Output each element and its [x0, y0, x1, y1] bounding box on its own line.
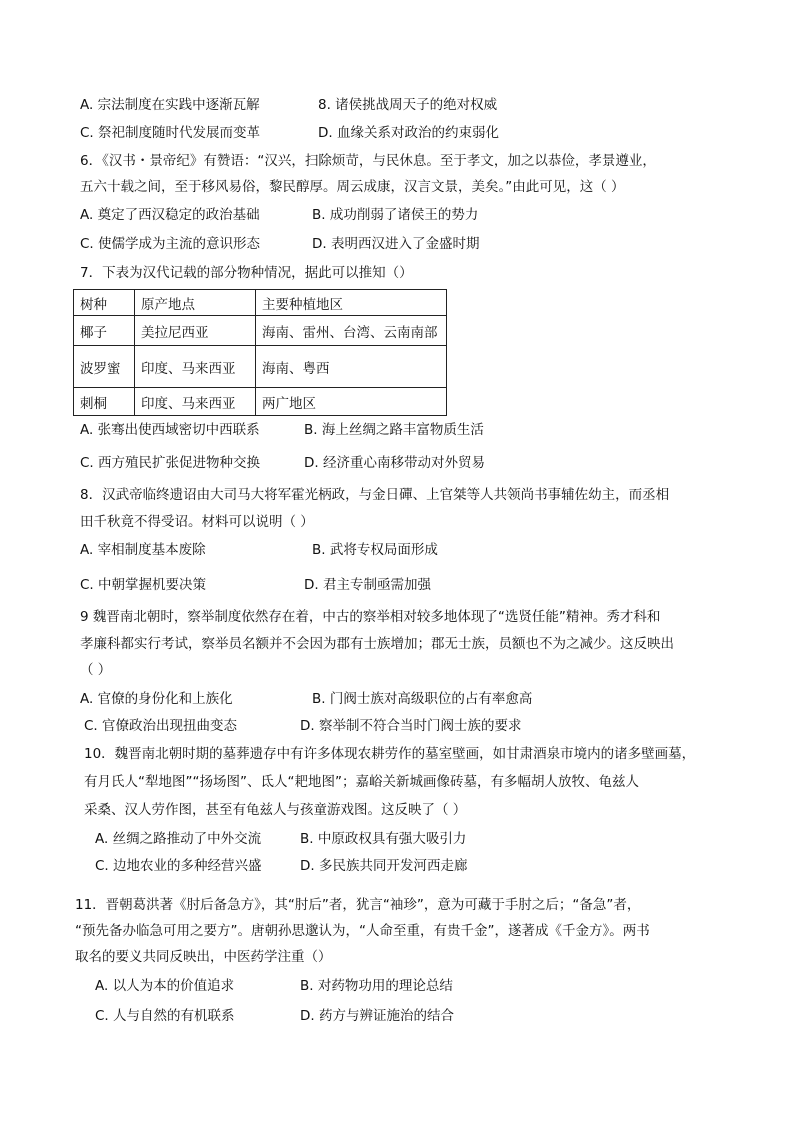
- option-b[interactable]: 8. 诸侯挑战周天子的绝对权威: [318, 97, 498, 113]
- table-cell: 波罗蜜: [74, 346, 135, 388]
- q8-option-c[interactable]: C. 中朝掌握机要决策: [80, 577, 207, 593]
- q11-option-b[interactable]: B. 对药物功用的理论总结: [300, 978, 453, 994]
- table-header: 主要种植地区: [256, 290, 447, 316]
- q9-option-c[interactable]: C. 官僚政治出现扭曲变态: [84, 718, 238, 734]
- q9-option-d[interactable]: D. 察举制不符合当时门阀士族的要求: [300, 718, 522, 734]
- table-header: 树种: [74, 290, 135, 316]
- q11-option-c[interactable]: C. 人与自然的有机联系: [95, 1008, 235, 1024]
- q6-option-c[interactable]: C. 使儒学成为主流的意识形态: [80, 236, 261, 252]
- q7-option-a[interactable]: A. 张骞出使西域密切中西联系: [80, 422, 260, 438]
- question-9-stem: （ ）: [80, 662, 112, 678]
- question-10-stem: 采桑、汉人劳作图，甚至有龟兹人与孩童游戏图。这反映了（ ）: [84, 802, 467, 818]
- question-6-stem: 五六十载之间，至于移风易俗，黎民醇厚。周云成康，汉言文景，美矣。”由此可见，这（ ）: [80, 179, 625, 195]
- question-9-stem: 9 魏晋南北朝时，察举制度依然存在着，中古的察举相对较多地体现了“选贤任能”精神。秀才科和: [80, 609, 661, 625]
- table-cell: 两广地区: [256, 388, 447, 416]
- table-cell: 印度、马来西亚: [135, 346, 256, 388]
- q7-option-c[interactable]: C. 西方殖民扩张促进物种交换: [80, 455, 261, 471]
- table-row: [74, 316, 447, 346]
- question-8-stem: 8．汉武帝临终遗诏由大司马大将军霍光柄政，与金日磾、上官桀等人共领尚书事辅佐幼主，而丞相: [80, 487, 670, 503]
- q9-option-b[interactable]: B. 门阀士族对高级职位的占有率愈高: [312, 691, 533, 707]
- table-row: [74, 346, 447, 388]
- question-11-stem: “预先备办临急可用之要方”。唐朝孙思邈认为，“人命至重，有贵千金”，遂著成《千金方》。两书: [75, 923, 650, 939]
- question-10-stem: 有月氏人“犁地图”“扬场图”、氐人“耙地图”；嘉峪关新城画像砖墓，有多幅胡人放牧、龟兹人: [84, 774, 639, 790]
- table-header-row: [74, 290, 447, 316]
- species-table: [73, 289, 447, 416]
- question-8-stem: 田千秋竟不得受诏。材料可以说明（ ）: [80, 514, 314, 530]
- q11-option-a[interactable]: A. 以人为本的价值追求: [95, 978, 235, 994]
- q8-option-d[interactable]: D. 君主专制亟需加强: [304, 577, 431, 593]
- q6-option-b[interactable]: B. 成功削弱了诸侯王的势力: [312, 207, 479, 223]
- question-6-stem: 6．《汉书・景帝纪》有赞语：“汉兴，扫除烦苛，与民休息。至于孝文，加之以恭俭，孝景遵业，: [80, 153, 656, 169]
- option-d[interactable]: D. 血缘关系对政治的约束弱化: [318, 125, 499, 141]
- q7-option-b[interactable]: B. 海上丝绸之路丰富物质生活: [304, 422, 484, 438]
- q8-option-a[interactable]: A. 宰相制度基本废除: [80, 542, 206, 558]
- table-cell: 美拉尼西亚: [135, 316, 256, 346]
- option-c[interactable]: C. 祭祀制度随时代发展而变革: [80, 125, 261, 141]
- q10-option-b[interactable]: B. 中原政权具有强大吸引力: [300, 831, 467, 847]
- table-row: [74, 388, 447, 416]
- q11-option-d[interactable]: D. 药方与辨证施治的结合: [300, 1008, 454, 1024]
- q6-option-d[interactable]: D. 表明西汉进入了金盛时期: [312, 236, 480, 252]
- q10-option-a[interactable]: A. 丝绸之路推动了中外交流: [95, 831, 262, 847]
- q6-option-a[interactable]: A. 奠定了西汉稳定的政治基础: [80, 207, 260, 223]
- question-7-stem: 7．下表为汉代记载的部分物种情况，据此可以推知（）: [80, 265, 413, 281]
- q8-option-b[interactable]: B. 武将专权局面形成: [312, 542, 438, 558]
- question-11-stem: 11．晋朝葛洪著《肘后备急方》，其“肘后”者，犹言“袖珍”，意为可藏于手肘之后；“备急”者，: [75, 897, 641, 913]
- table-cell: 海南、雷州、台湾、云南南部: [256, 316, 447, 346]
- q10-option-d[interactable]: D. 多民族共同开发河西走廊: [300, 858, 468, 874]
- q9-option-a[interactable]: A. 官僚的身份化和上族化: [80, 691, 233, 707]
- question-11-stem: 取名的要义共同反映出，中医药学注重（）: [75, 949, 332, 965]
- question-10-stem: 10．魏晋南北朝时期的墓葬遗存中有许多体现农耕劳作的墓室壁画，如甘肃酒泉市境内的诸多壁画墓，: [84, 746, 696, 762]
- table-cell: 刺桐: [74, 388, 135, 416]
- q10-option-c[interactable]: C. 边地农业的多种经营兴盛: [95, 858, 262, 874]
- table-cell: 椰子: [74, 316, 135, 346]
- question-9-stem: 孝廉科都实行考试，察举员名额并不会因为郡有士族增加；郡无士族，员额也不为之减少。这反映出: [80, 636, 674, 652]
- table-header: 原产地点: [135, 290, 256, 316]
- table-cell: 海南、粤西: [256, 346, 447, 388]
- option-a[interactable]: A. 宗法制度在实践中逐渐瓦解: [80, 97, 260, 113]
- table-cell: 印度、马来西亚: [135, 388, 256, 416]
- q7-option-d[interactable]: D. 经济重心南移带动对外贸易: [304, 455, 485, 471]
